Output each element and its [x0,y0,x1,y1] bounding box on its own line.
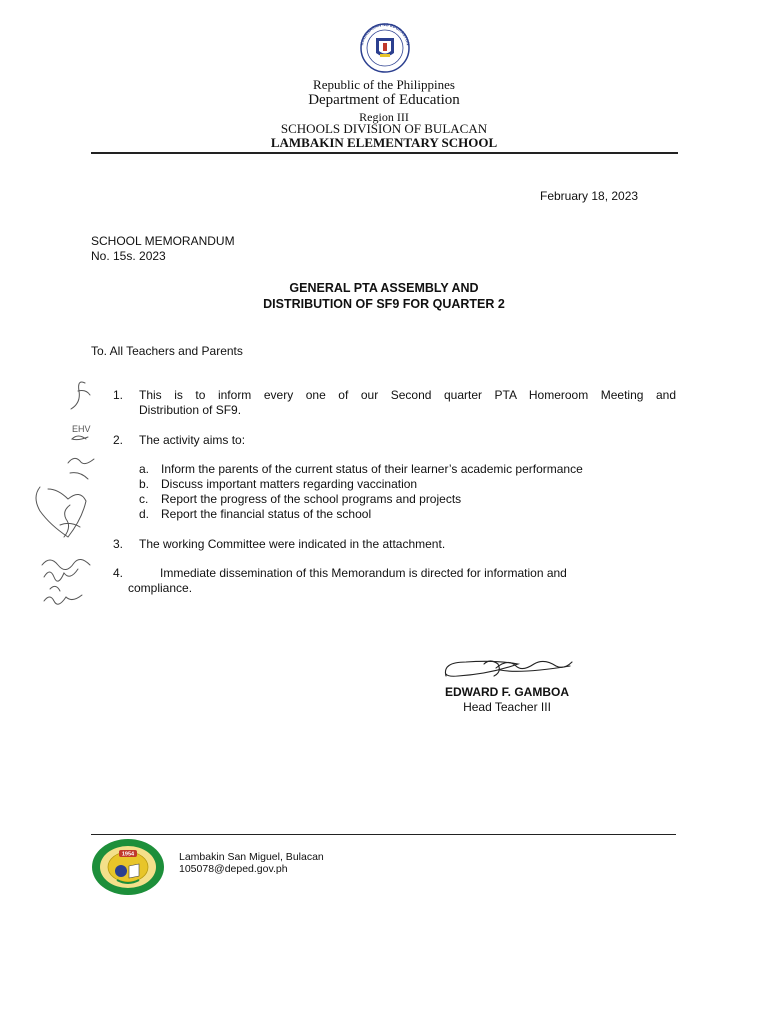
item-1-number: 1. [113,388,124,402]
memo-title-line2: DISTRIBUTION OF SF9 FOR QUARTER 2 [263,297,505,311]
header-region: Region III [359,110,409,124]
sub-item-text: Report the progress of the school programs and projects [161,492,462,506]
sub-item-letter: d. [139,507,150,521]
signatory-name: EDWARD F. GAMBOA [445,685,569,699]
sub-item-letter: c. [139,492,149,506]
svg-text:KAGAWARAN NG EDUKASYON: KAGAWARAN NG EDUKASYON [359,23,411,46]
school-seal-logo [91,838,165,896]
sub-item-letter: b. [139,477,150,491]
item-1-line1: This is to inform every one of our Second quarter PTA Homeroom Meeting and [139,388,676,402]
item-4-number: 4. [113,566,124,580]
item-1-line2: Distribution of SF9. [139,403,242,417]
sub-item-text: Discuss important matters regarding vaccination [161,477,418,491]
sub-item-letter: a. [139,462,150,476]
header-republic: Republic of the Philippines [313,77,455,92]
memo-date: February 18, 2023 [540,189,639,203]
memo-title-line1: GENERAL PTA ASSEMBLY AND [289,281,479,295]
header-school: LAMBAKIN ELEMENTARY SCHOOL [270,135,498,150]
item-2-number: 2. [113,433,124,447]
svg-text:1954: 1954 [121,851,135,858]
footer-divider [91,834,676,835]
deped-seal-logo [349,23,421,73]
item-4-line1: Immediate dissemination of this Memorandum is directed for information and [160,566,567,580]
header-divider [91,152,678,154]
memo-number: No. 15s. 2023 [91,249,166,263]
item-2-text: The activity aims to: [139,433,246,447]
item-3-number: 3. [113,537,124,551]
memo-recipients: To. All Teachers and Parents [91,344,243,358]
header-division: SCHOOLS DIVISION OF BULACAN [280,121,488,136]
footer-email: 105078@deped.gov.ph [179,863,288,875]
sub-item-text: Report the financial status of the school [161,507,372,521]
margin-initials-signatures [30,375,100,620]
header-department: Department of Education [308,92,460,108]
svg-text:EHV: EHV [72,424,91,434]
signature-image [440,654,580,688]
memo-type: SCHOOL MEMORANDUM [91,234,235,248]
signatory-position: Head Teacher III [463,700,551,714]
item-4-line2: compliance. [128,581,193,595]
item-3-text: The working Committee were indicated in the attachment. [139,537,446,551]
footer-address: Lambakin San Miguel, Bulacan [179,851,324,863]
sub-item-text: Inform the parents of the current status of their learner’s academic performance [161,462,583,476]
